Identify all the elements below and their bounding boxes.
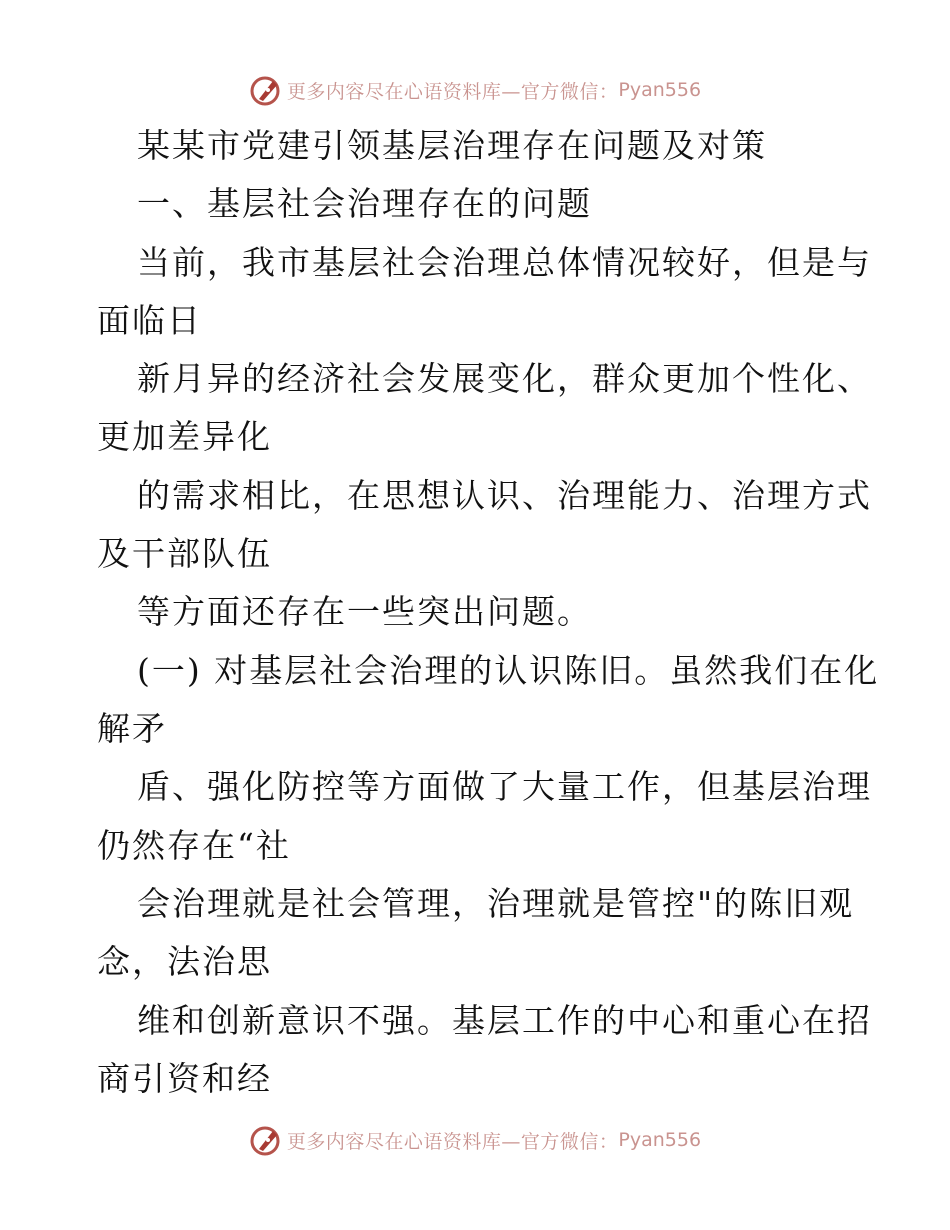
paragraph-line: 会治理就是社会管理，治理就是管控"的陈旧观 <box>137 884 855 923</box>
paragraph-line: 解矛 <box>97 709 167 748</box>
document-title: 某某市党建引领基层治理存在问题及对策 <box>137 126 767 165</box>
watermark-wechat-id: Pyan556 <box>618 1129 702 1151</box>
paragraph-line: 当前，我市基层社会治理总体情况较好，但是与 <box>137 243 872 282</box>
watermark-wechat-id: Pyan556 <box>618 79 702 101</box>
pen-nib-circle-icon <box>249 1123 283 1157</box>
paragraph-line: 维和创新意识不强。基层工作的中心和重心在招 <box>137 1001 872 1040</box>
paragraph-line: 商引资和经 <box>97 1059 272 1098</box>
section-heading: 一、基层社会治理存在的问题 <box>137 184 592 223</box>
footer-watermark <box>0 1120 950 1160</box>
paragraph-line: 念，法治思 <box>97 942 272 981</box>
watermark-text: 更多内容尽在心语资料库—官方微信： <box>286 1130 619 1153</box>
subsection-line: (一) 对基层社会治理的认识陈旧。虽然我们在化 <box>137 651 880 690</box>
paragraph-line: 新月异的经济社会发展变化，群众更加个性化、 <box>137 359 872 398</box>
paragraph-line: 的需求相比，在思想认识、治理能力、治理方式 <box>137 476 872 515</box>
paragraph-line: 等方面还存在一些突出问题。 <box>137 592 592 631</box>
paragraph-line: 盾、强化防控等方面做了大量工作，但基层治理 <box>137 767 872 806</box>
paragraph-line: 及干部队伍 <box>97 534 272 573</box>
watermark-text: 更多内容尽在心语资料库—官方微信： <box>286 80 619 103</box>
paragraph-line: 更加差异化 <box>97 417 272 456</box>
paragraph-line: 仍然存在“社 <box>97 826 291 865</box>
paragraph-line: 面临日 <box>97 301 202 340</box>
